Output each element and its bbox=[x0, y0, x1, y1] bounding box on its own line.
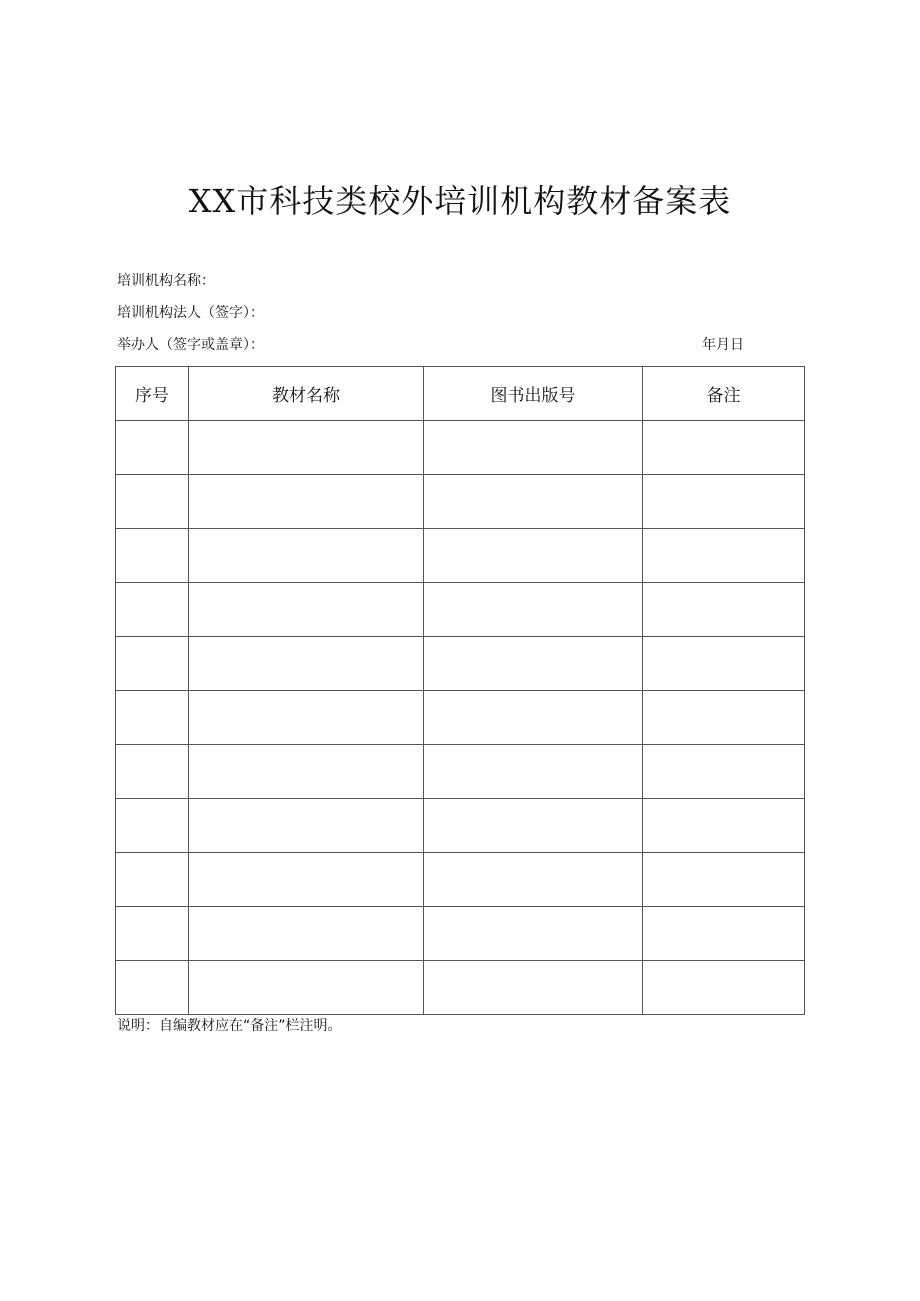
legal-rep-label: 培训机构法人（签字）： bbox=[117, 305, 264, 321]
table-cell[interactable] bbox=[643, 745, 805, 799]
table-cell[interactable] bbox=[116, 961, 189, 1015]
table-cell[interactable] bbox=[189, 745, 424, 799]
organizer-label: 举办人（签字或盖章）： bbox=[117, 337, 264, 353]
table-cell[interactable] bbox=[116, 637, 189, 691]
table-cell[interactable] bbox=[643, 637, 805, 691]
document-title: XX市科技类校外培训机构教材备案表 bbox=[188, 182, 732, 220]
table-cell[interactable] bbox=[116, 799, 189, 853]
table-cell[interactable] bbox=[189, 421, 424, 475]
table-row bbox=[116, 421, 805, 475]
table-cell[interactable] bbox=[189, 583, 424, 637]
table-cell[interactable] bbox=[189, 637, 424, 691]
table-row bbox=[116, 799, 805, 853]
table-cell[interactable] bbox=[643, 475, 805, 529]
table-cell[interactable] bbox=[189, 691, 424, 745]
table-row bbox=[116, 745, 805, 799]
table-cell[interactable] bbox=[643, 799, 805, 853]
header-textbook-name: 教材名称 bbox=[189, 367, 424, 421]
table-cell[interactable] bbox=[116, 421, 189, 475]
table-cell[interactable] bbox=[116, 853, 189, 907]
table-cell[interactable] bbox=[116, 907, 189, 961]
table-cell[interactable] bbox=[643, 853, 805, 907]
table-cell[interactable] bbox=[189, 853, 424, 907]
table-cell[interactable] bbox=[643, 691, 805, 745]
table-cell[interactable] bbox=[643, 421, 805, 475]
table-cell[interactable] bbox=[424, 745, 643, 799]
table-cell[interactable] bbox=[424, 691, 643, 745]
table-cell[interactable] bbox=[424, 637, 643, 691]
table-row bbox=[116, 907, 805, 961]
table-cell[interactable] bbox=[643, 907, 805, 961]
table-row bbox=[116, 529, 805, 583]
table-cell[interactable] bbox=[189, 475, 424, 529]
note: 说明：自编教材应在“备注”栏注明。 bbox=[117, 1018, 342, 1034]
table-cell[interactable] bbox=[424, 529, 643, 583]
table-cell[interactable] bbox=[424, 961, 643, 1015]
table-cell[interactable] bbox=[424, 907, 643, 961]
header-index: 序号 bbox=[116, 367, 189, 421]
table-cell[interactable] bbox=[116, 475, 189, 529]
table-cell[interactable] bbox=[643, 583, 805, 637]
table-row bbox=[116, 583, 805, 637]
table-cell[interactable] bbox=[643, 529, 805, 583]
table-cell[interactable] bbox=[116, 691, 189, 745]
table-cell[interactable] bbox=[424, 583, 643, 637]
table-row bbox=[116, 853, 805, 907]
date-label: 年月日 bbox=[702, 337, 744, 353]
table-cell[interactable] bbox=[116, 583, 189, 637]
table-cell[interactable] bbox=[189, 529, 424, 583]
table-cell[interactable] bbox=[424, 475, 643, 529]
header-remarks: 备注 bbox=[643, 367, 805, 421]
table-row bbox=[116, 475, 805, 529]
textbook-table bbox=[115, 366, 805, 1015]
header-isbn: 图书出版号 bbox=[424, 367, 643, 421]
table-row bbox=[116, 637, 805, 691]
table-cell[interactable] bbox=[643, 961, 805, 1015]
table-row bbox=[116, 691, 805, 745]
table-cell[interactable] bbox=[116, 529, 189, 583]
table-row bbox=[116, 961, 805, 1015]
org-name-label: 培训机构名称： bbox=[117, 273, 215, 289]
table-header-row bbox=[116, 367, 805, 421]
table-cell[interactable] bbox=[189, 961, 424, 1015]
table-cell[interactable] bbox=[424, 799, 643, 853]
table-cell[interactable] bbox=[116, 745, 189, 799]
table-cell[interactable] bbox=[424, 421, 643, 475]
table-cell[interactable] bbox=[189, 907, 424, 961]
table-cell[interactable] bbox=[189, 799, 424, 853]
table-cell[interactable] bbox=[424, 853, 643, 907]
